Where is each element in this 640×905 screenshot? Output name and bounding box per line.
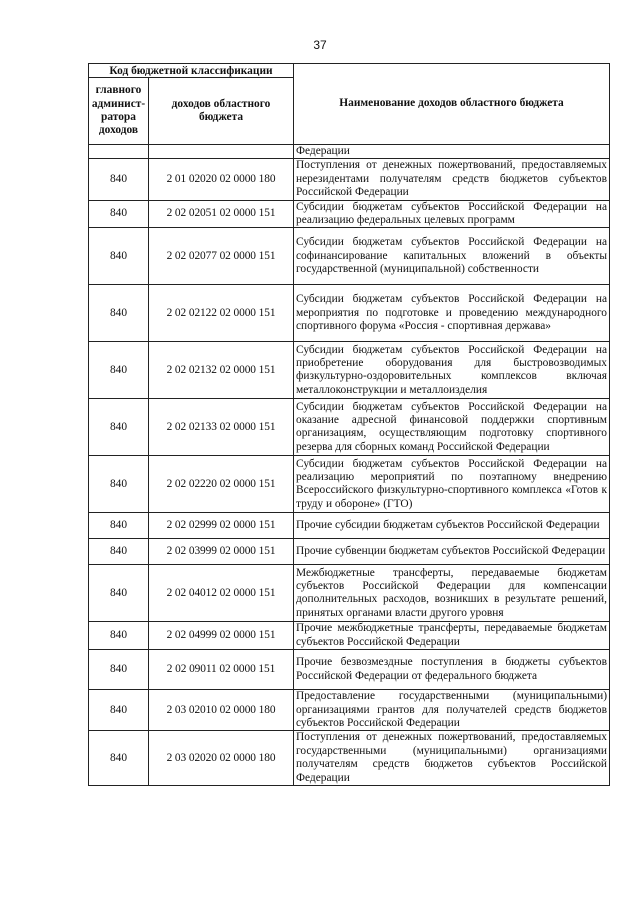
admin-code-cell: 840	[89, 285, 149, 342]
income-code-cell: 2 01 02020 02 0000 180	[149, 159, 294, 200]
table-header-group-row	[89, 64, 610, 78]
admin-code-cell	[89, 145, 149, 159]
table-row	[89, 731, 610, 786]
table-row	[89, 456, 610, 513]
header-budget-code-group: Код бюджетной классификации	[89, 64, 294, 78]
admin-code-cell: 840	[89, 650, 149, 690]
income-name-cell: Поступления от денежных пожертвований, предоставляемых государственными (муниципальными) организациями получателям средств бюджетов субъектов Российской Федерации	[294, 731, 610, 786]
admin-code-cell: 840	[89, 456, 149, 513]
admin-code-cell: 840	[89, 565, 149, 622]
table-row	[89, 159, 610, 200]
income-name-cell: Субсидии бюджетам субъектов Российской Федерации на оказание адресной финансовой поддержки спортивным организациям, осуществляющим подготовку спортивного резерва для сборных команд Российской Федерации	[294, 399, 610, 456]
income-code-cell: 2 02 02051 02 0000 151	[149, 200, 294, 228]
income-name-cell: Прочие межбюджетные трансферты, передаваемые бюджетам субъектов Российской Федерации	[294, 622, 610, 650]
table-row	[89, 690, 610, 731]
admin-code-cell: 840	[89, 159, 149, 200]
income-code-cell: 2 03 02020 02 0000 180	[149, 731, 294, 786]
table-row	[89, 228, 610, 285]
income-code-cell: 2 02 02132 02 0000 151	[149, 342, 294, 399]
income-name-cell: Предоставление государственными (муниципальными) организациями грантов для получателей средств бюджетов субъектов Российской Федерации	[294, 690, 610, 731]
income-name-cell: Субсидии бюджетам субъектов Российской Федерации на реализацию федеральных целевых программ	[294, 200, 610, 228]
income-name-cell: Субсидии бюджетам субъектов Российской Федерации на приобретение оборудования для быстровозводимых физкультурно-оздоровительных комплексов включая металлоконструкции и металлоизделия	[294, 342, 610, 399]
table-row	[89, 513, 610, 539]
table-row	[89, 565, 610, 622]
income-code-cell: 2 02 04012 02 0000 151	[149, 565, 294, 622]
income-name-cell: Прочие безвозмездные поступления в бюджеты субъектов Российской Федерации от федерального бюджета	[294, 650, 610, 690]
table-row	[89, 650, 610, 690]
income-name-cell: Субсидии бюджетам субъектов Российской Федерации на софинансирование капитальных вложений в объекты государственной (муниципальной) собственности	[294, 228, 610, 285]
income-name-cell: Поступления от денежных пожертвований, предоставляемых нерезидентами получателям средств бюджетов субъектов Российской Федерации	[294, 159, 610, 200]
table-row	[89, 145, 610, 159]
admin-code-cell: 840	[89, 690, 149, 731]
admin-code-cell: 840	[89, 228, 149, 285]
income-name-cell: Прочие субвенции бюджетам субъектов Российской Федерации	[294, 539, 610, 565]
income-name-cell: Субсидии бюджетам субъектов Российской Федерации на мероприятия по подготовке и проведению международного спортивного форума «Россия - спортивная держава»	[294, 285, 610, 342]
table-row	[89, 622, 610, 650]
table-row	[89, 399, 610, 456]
income-code-cell: 2 02 02122 02 0000 151	[149, 285, 294, 342]
admin-code-cell: 840	[89, 513, 149, 539]
income-code-cell: 2 02 02077 02 0000 151	[149, 228, 294, 285]
budget-classification-table	[88, 63, 610, 786]
income-code-cell: 2 02 02133 02 0000 151	[149, 399, 294, 456]
income-code-cell	[149, 145, 294, 159]
income-code-cell: 2 02 04999 02 0000 151	[149, 622, 294, 650]
admin-code-cell: 840	[89, 342, 149, 399]
income-code-cell: 2 02 02999 02 0000 151	[149, 513, 294, 539]
income-code-cell: 2 02 09011 02 0000 151	[149, 650, 294, 690]
income-name-cell: Субсидии бюджетам субъектов Российской Федерации на реализацию мероприятий по поэтапному внедрению Всероссийского физкультурно-спортивного комплекса «Готов к труду и обороне» (ГТО)	[294, 456, 610, 513]
income-code-cell: 2 02 03999 02 0000 151	[149, 539, 294, 565]
page-number: 37	[313, 38, 327, 52]
header-admin-column: главного админист-ратора доходов	[89, 78, 149, 145]
admin-code-cell: 840	[89, 731, 149, 786]
income-name-cell: Межбюджетные трансферты, передаваемые бюджетам субъектов Российской Федерации для компенсации дополнительных расходов, возникших в результате решений, принятых органами власти другого уровня	[294, 565, 610, 622]
income-name-cell: Федерации	[294, 145, 610, 159]
header-name-column: Наименование доходов областного бюджета	[294, 64, 610, 145]
table-row	[89, 342, 610, 399]
admin-code-cell: 840	[89, 200, 149, 228]
income-name-cell: Прочие субсидии бюджетам субъектов Российской Федерации	[294, 513, 610, 539]
income-code-cell: 2 02 02220 02 0000 151	[149, 456, 294, 513]
admin-code-cell: 840	[89, 399, 149, 456]
table-row	[89, 285, 610, 342]
income-code-cell: 2 03 02010 02 0000 180	[149, 690, 294, 731]
admin-code-cell: 840	[89, 539, 149, 565]
header-code-column: доходов областного бюджета	[149, 78, 294, 145]
table-row	[89, 200, 610, 228]
admin-code-cell: 840	[89, 622, 149, 650]
table-row	[89, 539, 610, 565]
